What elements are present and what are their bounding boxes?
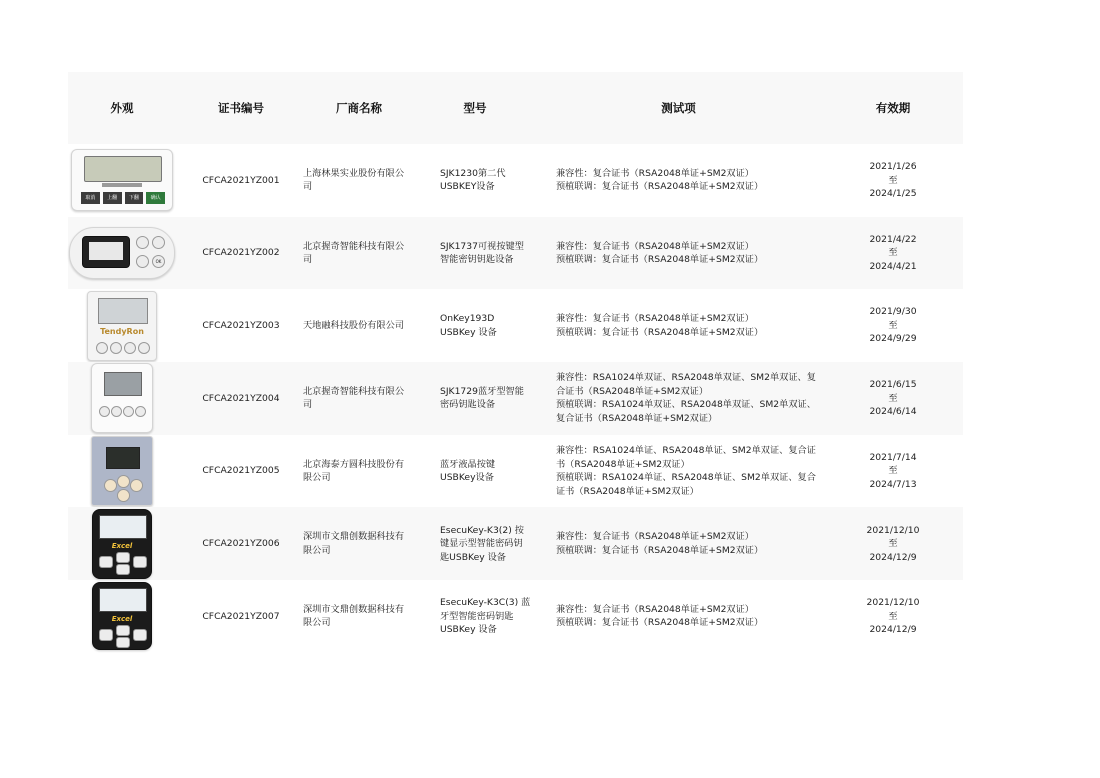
usbkey-bluetooth-lcd-icon: [91, 436, 153, 506]
device-photo-cell: [68, 435, 176, 508]
usbkey-esecu-k3-icon: [92, 509, 152, 579]
header-cert-no: 证书编号: [218, 101, 264, 115]
validity-period: 2021/12/10 至 2024/12/9: [866, 524, 920, 563]
test-items: 兼容性：RSA1024单双证、RSA2048单双证、SM2单双证、复 合证书（RSA2048单证+SM2双证） 预植联调：RSA1024单双证、RSA2048单双证、SM2单双证、 复合证书（RSA2048单证+SM2双证）: [556, 372, 816, 424]
test-items: 兼容性：复合证书（RSA2048单证+SM2双证） 预植联调：复合证书（RSA2048单证+SM2双证）: [556, 531, 764, 556]
validity-period: 2021/12/10 至 2024/12/9: [866, 597, 920, 636]
vendor-name: 北京海泰方圆科技股份有 限公司: [303, 458, 405, 484]
usbkey-oval-display-icon: [69, 227, 175, 279]
cert-no: CFCA2021YZ007: [202, 610, 280, 622]
key-confirm: 确认: [146, 192, 165, 204]
excel-logo: Excel: [111, 615, 133, 624]
test-items: 兼容性：复合证书（RSA2048单证+SM2双证） 预植联调：复合证书（RSA2048单证+SM2双证）: [556, 167, 764, 193]
excel-logo: Excel: [111, 541, 133, 550]
test-items: 兼容性：复合证书（RSA2048单证+SM2双证） 预植联调：复合证书（RSA2048单证+SM2双证）: [556, 240, 764, 266]
vendor-name: 上海林果实业股份有限公 司: [303, 167, 405, 193]
header-vendor: 厂商名称: [336, 101, 382, 115]
cert-no: CFCA2021YZ003: [202, 319, 280, 331]
table-row: [68, 144, 963, 217]
key-up: 上翻: [103, 192, 122, 204]
table-header: [68, 72, 963, 144]
usbkey-bluetooth-white-icon: [91, 363, 153, 433]
table-row: [68, 580, 963, 653]
header-model: 型号: [463, 101, 487, 115]
table-row: [68, 362, 963, 435]
cert-no: CFCA2021YZ006: [202, 538, 280, 550]
key-cancel: 取消: [81, 192, 100, 204]
validity-period: 2021/4/22 至 2024/4/21: [869, 233, 917, 272]
certificate-table: [68, 72, 963, 653]
model-name: SJK1230第二代 USBKEY设备: [440, 167, 506, 193]
tendyron-logo: TendyRon: [100, 326, 144, 336]
cert-no: CFCA2021YZ004: [202, 392, 280, 404]
test-items: 兼容性：RSA1024单证、RSA2048单证、SM2单双证、复合证 书（RSA2048单证+SM2双证） 预植联调：RSA1024单证、RSA2048单证、SM2单双证、复合 证书（RSA2048单证+SM2双证）: [556, 445, 816, 497]
validity-period: 2021/7/14 至 2024/7/13: [869, 451, 917, 490]
validity-period: 2021/9/30 至 2024/9/29: [869, 306, 917, 345]
device-photo-cell: [68, 580, 176, 653]
header-validity: 有效期: [875, 101, 911, 115]
table-row: [68, 217, 963, 290]
vendor-name: 深圳市文鼎创数据科技有 限公司: [303, 531, 405, 556]
vendor-name: 深圳市文鼎创数据科技有 限公司: [303, 603, 405, 629]
table-row: [68, 435, 963, 508]
device-photo-cell: [68, 289, 176, 362]
key-ok: OK: [152, 255, 165, 268]
table-row: [68, 507, 963, 580]
vendor-name: 天地融科技股份有限公司: [303, 319, 405, 331]
device-photo-cell: [68, 217, 176, 290]
cert-no: CFCA2021YZ002: [202, 247, 280, 259]
model-name: EsecuKey-K3(2) 按 键显示型智能密码钥 匙USBKey 设备: [440, 524, 524, 563]
cert-no: CFCA2021YZ001: [202, 174, 280, 186]
model-name: SJK1737可视按键型 智能密钥钥匙设备: [440, 240, 524, 266]
validity-period: 2021/1/26 至 2024/1/25: [869, 161, 917, 200]
vendor-name: 北京握奇智能科技有限公 司: [303, 385, 405, 411]
table-row: [68, 289, 963, 362]
cert-no: CFCA2021YZ005: [202, 465, 280, 477]
model-name: EsecuKey-K3C(3) 蓝 牙型智能密码钥匙 USBKey 设备: [440, 597, 531, 636]
device-photo-cell: [68, 362, 176, 435]
usbkey-tendyron-icon: [87, 291, 157, 361]
usbkey-lcd-keypad-icon: [71, 149, 173, 211]
model-name: SJK1729蓝牙型智能 密码钥匙设备: [440, 385, 524, 411]
device-photo-cell: [68, 507, 176, 580]
vendor-name: 北京握奇智能科技有限公 司: [303, 240, 405, 266]
model-name: 蓝牙液晶按键 USBKey设备: [440, 458, 496, 484]
test-items: 兼容性：复合证书（RSA2048单证+SM2双证） 预植联调：复合证书（RSA2048单证+SM2双证）: [556, 313, 764, 338]
validity-period: 2021/6/15 至 2024/6/14: [869, 379, 917, 418]
test-items: 兼容性：复合证书（RSA2048单证+SM2双证） 预植联调：复合证书（RSA2048单证+SM2双证）: [556, 603, 764, 629]
header-appearance: 外观: [110, 101, 134, 115]
model-name: OnKey193D USBKey 设备: [440, 313, 497, 338]
header-test-items: 测试项: [661, 101, 696, 115]
device-photo-cell: [68, 144, 176, 217]
usbkey-esecu-k3c-icon: [92, 582, 152, 650]
key-down: 下翻: [125, 192, 144, 204]
